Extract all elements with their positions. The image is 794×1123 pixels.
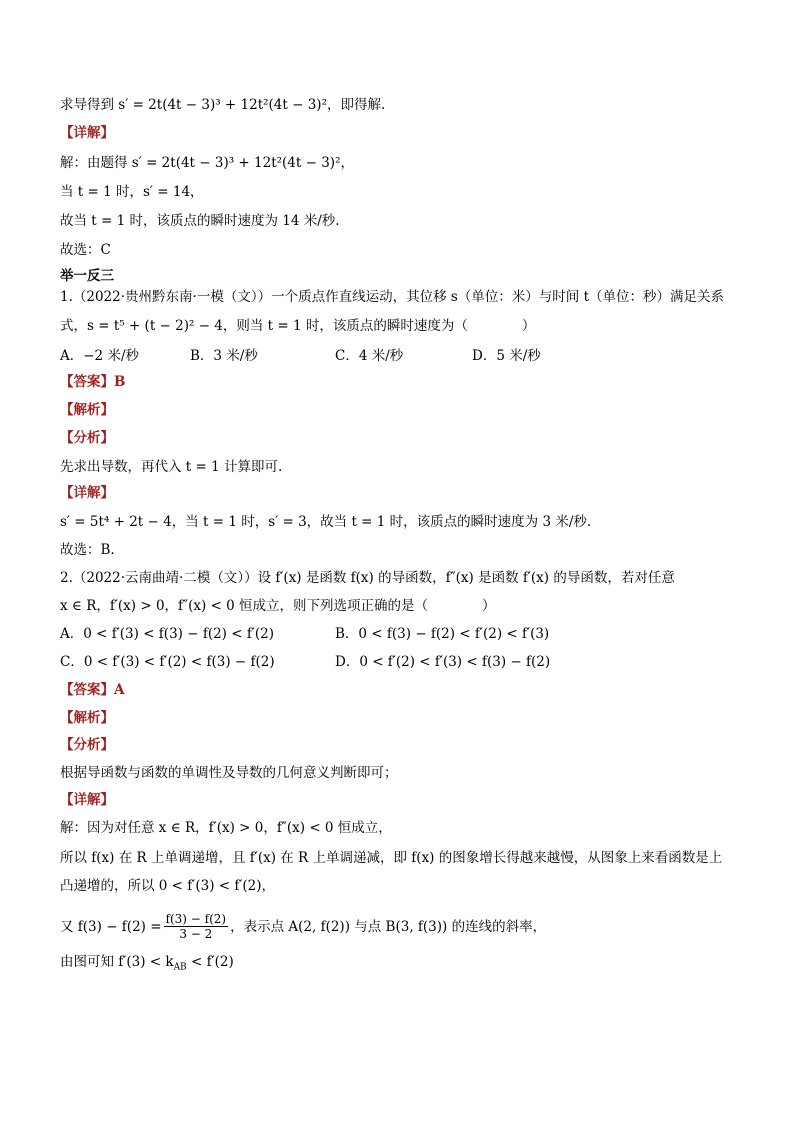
q1-answer: 【答案】B: [60, 374, 126, 390]
solution-line: 当 t = 1 时，s′ = 14，: [60, 184, 204, 200]
q1-option-c: C．4 米/秒: [335, 348, 404, 364]
q2-conclusion-text: 由图可知 f′(3) < k: [60, 954, 174, 970]
question-2-text-cont: x ∈ R，f′(x) > 0，f″(x) < 0 恒成立，则下列选项正确的是（ ）: [60, 598, 496, 614]
q1-detail-text: s′ = 5t⁴ + 2t − 4，当 t = 1 时，s′ = 3，故当 t = 1 时，该质点的瞬时速度为 3 米/秒.: [60, 514, 592, 530]
q2-slope-suffix: ，表示点 A(2, f(2)) 与点 B(3, f(3)) 的连线的斜率，: [230, 918, 547, 935]
q1-option-a: A．−2 米/秒: [60, 348, 139, 364]
q1-method-text: 先求出导数，再代入 t = 1 计算即可.: [60, 459, 283, 475]
fraction-denominator: 3 − 2: [179, 927, 213, 941]
q1-method-heading: 【分析】: [60, 430, 114, 446]
q2-option-d: D．0 < f′(2) < f′(3) < f(3) − f(2): [335, 654, 551, 670]
question-1-text: 1.（2022·贵州黔东南·一模（文））一个质点作直线运动，其位移 s（单位：米）与时间 t（单位：秒）满足关系: [60, 289, 725, 305]
question-1-text-cont: 式，s = t⁵ + (t − 2)² − 4，则当 t = 1 时，该质点的瞬时速度为（ ）: [60, 318, 536, 334]
q1-choice: 故选：B.: [60, 542, 115, 558]
q2-analysis-heading: 【解析】: [60, 710, 114, 726]
answer-choice-line: 故选：C: [60, 242, 111, 258]
q2-option-b: B．0 < f(3) − f(2) < f′(2) < f′(3): [335, 626, 550, 642]
q2-option-a: A．0 < f′(3) < f(3) − f(2) < f′(2): [60, 626, 275, 642]
q2-slope-line: [60, 912, 546, 941]
q2-conclusion-end: < f′(2): [186, 954, 234, 970]
q2-method-heading: 【分析】: [60, 737, 114, 753]
q2-slope-prefix: 又 f(3) − f(2) =: [60, 918, 162, 935]
solution-line: 解：由题得 s′ = 2t(4t − 3)³ + 12t²(4t − 3)²，: [60, 155, 354, 171]
detail-heading: 【详解】: [60, 125, 114, 141]
fraction-numerator: f(3) − f(2): [165, 912, 227, 926]
solution-hint-line: 求导得到 s′ = 2t(4t − 3)³ + 12t²(4t − 3)²，即得解.: [60, 97, 386, 113]
q2-detail-line: 凸递增的，所以 0 < f′(3) < f′(2)，: [60, 878, 276, 894]
solution-line: 故当 t = 1 时，该质点的瞬时速度为 14 米/秒.: [60, 213, 340, 229]
q1-option-b: B．3 米/秒: [190, 348, 258, 364]
q2-detail-heading: 【详解】: [60, 792, 114, 808]
q2-conclusion-line: [60, 952, 234, 978]
q2-option-c: C．0 < f′(3) < f′(2) < f(3) − f(2): [60, 654, 275, 670]
q2-detail-line: 解：因为对任意 x ∈ R，f′(x) > 0，f″(x) < 0 恒成立，: [60, 820, 392, 836]
q2-answer: 【答案】A: [60, 682, 125, 698]
q1-option-d: D．5 米/秒: [472, 348, 541, 364]
q2-method-text: 根据导函数与函数的单调性及导数的几何意义判断即可；: [60, 765, 398, 781]
question-2-text: 2.（2022·云南曲靖·二模（文））设 f′(x) 是函数 f(x) 的导函数，f″(x) 是函数 f′(x) 的导函数，若对任意: [60, 570, 675, 586]
q1-detail-heading: 【详解】: [60, 485, 114, 501]
section-title: 举一反三: [60, 268, 114, 284]
q2-detail-line: 所以 f(x) 在 R 上单调递增，且 f′(x) 在 R 上单调递减，即 f(x) 的图象增长得越来越慢，从图象上来看函数是上: [60, 850, 723, 866]
q1-analysis-heading: 【解析】: [60, 402, 114, 418]
slope-subscript: AB: [173, 962, 187, 973]
fraction: [164, 912, 229, 941]
